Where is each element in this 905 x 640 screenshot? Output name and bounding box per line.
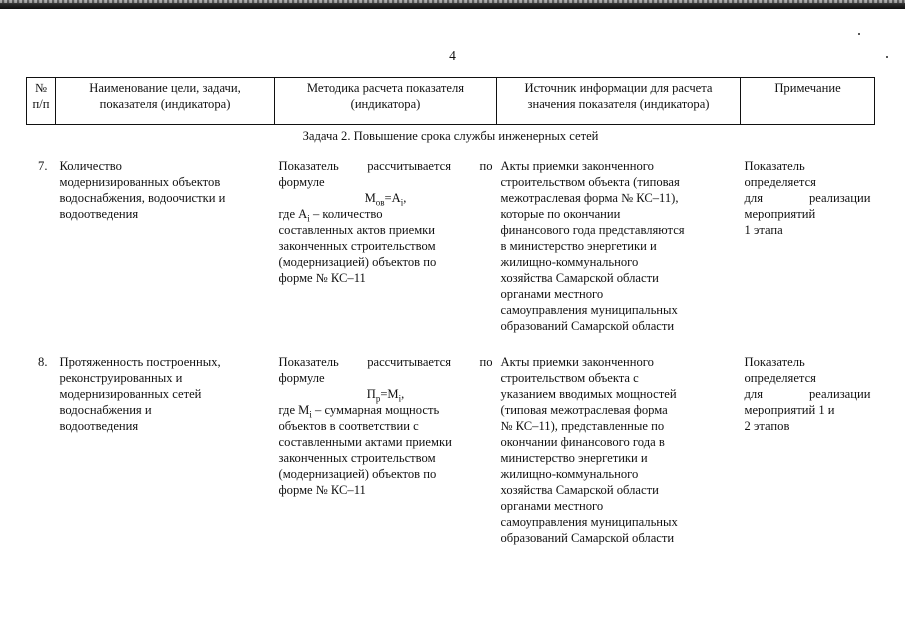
note-word: для	[744, 190, 763, 205]
formula-punct: ,	[401, 386, 405, 401]
header-method: Методика расчета показателя (индикатора)	[275, 78, 497, 125]
source-line: образований Самарской области	[500, 530, 675, 545]
formula-symbol: =М	[380, 386, 399, 401]
task-heading: Задача 2. Повышение срока службы инженерных сетей	[302, 129, 599, 143]
table-header-row	[27, 78, 875, 125]
indicator-name-line: водоснабжения и	[59, 402, 152, 417]
source-line: окончании финансового года в	[500, 434, 665, 449]
method-word: Показатель	[278, 354, 339, 369]
source-line: жилищно-коммунального	[500, 466, 639, 481]
source-cell	[497, 158, 741, 354]
source-line: хозяйства Самарской области	[500, 482, 659, 497]
formula-subscript: р	[375, 393, 381, 404]
method-cell	[275, 158, 497, 354]
method-line: (модернизацией) объектов по	[278, 254, 437, 269]
note-justified-line	[745, 386, 871, 402]
method-word: рассчитывается	[367, 158, 452, 173]
method-first-line	[279, 354, 493, 370]
method-line: составленными актами приемки	[278, 434, 452, 449]
header-note: Примечание	[741, 78, 875, 125]
indicator-name-line: Количество	[59, 158, 122, 173]
source-line: министерство энергетики и	[500, 450, 648, 465]
method-cell	[275, 354, 497, 562]
source-line: (типовая межотраслевая форма	[500, 402, 668, 417]
note-line: 2 этапов	[744, 418, 790, 433]
note-word: реализации	[808, 386, 871, 401]
method-where-line	[279, 206, 493, 222]
source-line: хозяйства Самарской области	[500, 270, 659, 285]
method-line: формуле	[278, 370, 325, 385]
indicator-name-cell	[56, 158, 275, 354]
method-where-line	[279, 402, 493, 418]
note-word: для	[744, 386, 763, 401]
method-where-text: – количество	[309, 206, 383, 221]
method-line: законченных строительством	[278, 450, 436, 465]
note-line: Показатель	[744, 354, 805, 369]
source-line: самоуправления муниципальных	[500, 302, 678, 317]
source-line: Акты приемки законченного	[500, 158, 654, 173]
indicator-name-line: модернизированных объектов	[59, 174, 221, 189]
source-line: строительством объекта с	[500, 370, 639, 385]
source-line: финансового года представляются	[500, 222, 685, 237]
method-word: Показатель	[278, 158, 339, 173]
source-line: указанием вводимых мощностей	[500, 386, 677, 401]
note-line: определяется	[744, 370, 816, 385]
method-where-text: где М	[278, 402, 310, 417]
row-number: 7.	[38, 158, 48, 173]
method-line: составленных актов приемки	[278, 222, 436, 237]
formula-symbol: П	[366, 386, 376, 401]
indicator-name-line: водоотведения	[59, 206, 139, 221]
method-line: объектов в соответствии с	[278, 418, 419, 433]
note-line: Показатель	[744, 158, 805, 173]
method-line: законченных строительством	[278, 238, 436, 253]
source-line: в министерство энергетики и	[500, 238, 657, 253]
source-line: № КС–11), представленные по	[500, 418, 665, 433]
method-word: рассчитывается	[367, 354, 452, 369]
formula-subscript: ов	[375, 197, 385, 208]
header-number: № п/п	[27, 78, 56, 125]
indicator-name-line: водоотведения	[59, 418, 139, 433]
method-where-text: – суммарная мощность	[311, 402, 440, 417]
source-line: органами местного	[500, 286, 604, 301]
indicator-name-line: модернизированных сетей	[59, 386, 202, 401]
source-line: жилищно-коммунального	[500, 254, 639, 269]
method-line: форме № КС–11	[278, 482, 366, 497]
formula-symbol: =А	[384, 190, 401, 205]
source-line: межотраслевая форма № КС–11),	[500, 190, 679, 205]
method-where-subscript: i	[307, 213, 310, 224]
note-cell	[741, 354, 875, 562]
header-name: Наименование цели, задачи, показателя (индикатора)	[56, 78, 275, 125]
note-word: реализации	[808, 190, 871, 205]
method-line: форме № КС–11	[278, 270, 366, 285]
note-line: мероприятий 1 и	[744, 402, 835, 417]
formula-subscript: i	[398, 393, 402, 404]
source-cell	[497, 354, 741, 562]
method-line: (модернизацией) объектов по	[278, 466, 437, 481]
indicator-name-line: водоснабжения, водоочистки и	[59, 190, 226, 205]
source-line: образований Самарской области	[500, 318, 675, 333]
row-number: 8.	[38, 354, 48, 369]
method-where-text: где А	[278, 206, 308, 221]
formula-punct: ,	[403, 190, 407, 205]
table-row	[27, 354, 875, 562]
formula-symbol: М	[364, 190, 376, 205]
source-line: строительством объекта (типовая	[500, 174, 680, 189]
method-word: по	[479, 354, 493, 369]
indicators-table	[26, 77, 875, 562]
source-line: Акты приемки законченного	[500, 354, 654, 369]
source-line: самоуправления муниципальных	[500, 514, 678, 529]
method-first-line	[279, 158, 493, 174]
scan-border	[0, 0, 905, 9]
note-line: 1 этапа	[744, 222, 783, 237]
note-line: мероприятий	[744, 206, 816, 221]
source-line: которые по окончании	[500, 206, 621, 221]
note-line: определяется	[744, 174, 816, 189]
formula-subscript: i	[400, 197, 404, 208]
task-heading-row	[27, 125, 875, 158]
formula	[279, 190, 493, 206]
method-line: формуле	[278, 174, 325, 189]
note-cell	[741, 158, 875, 354]
indicator-name-cell	[56, 354, 275, 562]
header-source: Источник информации для расчета значения показателя (индикатора)	[497, 78, 741, 125]
method-word: по	[479, 158, 493, 173]
page-number: 4	[449, 48, 456, 63]
scan-speck	[858, 33, 860, 35]
indicator-name-line: реконструированных и	[59, 370, 183, 385]
table-row	[27, 158, 875, 354]
source-line: органами местного	[500, 498, 604, 513]
method-where-subscript: i	[309, 409, 312, 420]
note-justified-line	[745, 190, 871, 206]
formula	[279, 386, 493, 402]
indicator-name-line: Протяженность построенных,	[59, 354, 221, 369]
